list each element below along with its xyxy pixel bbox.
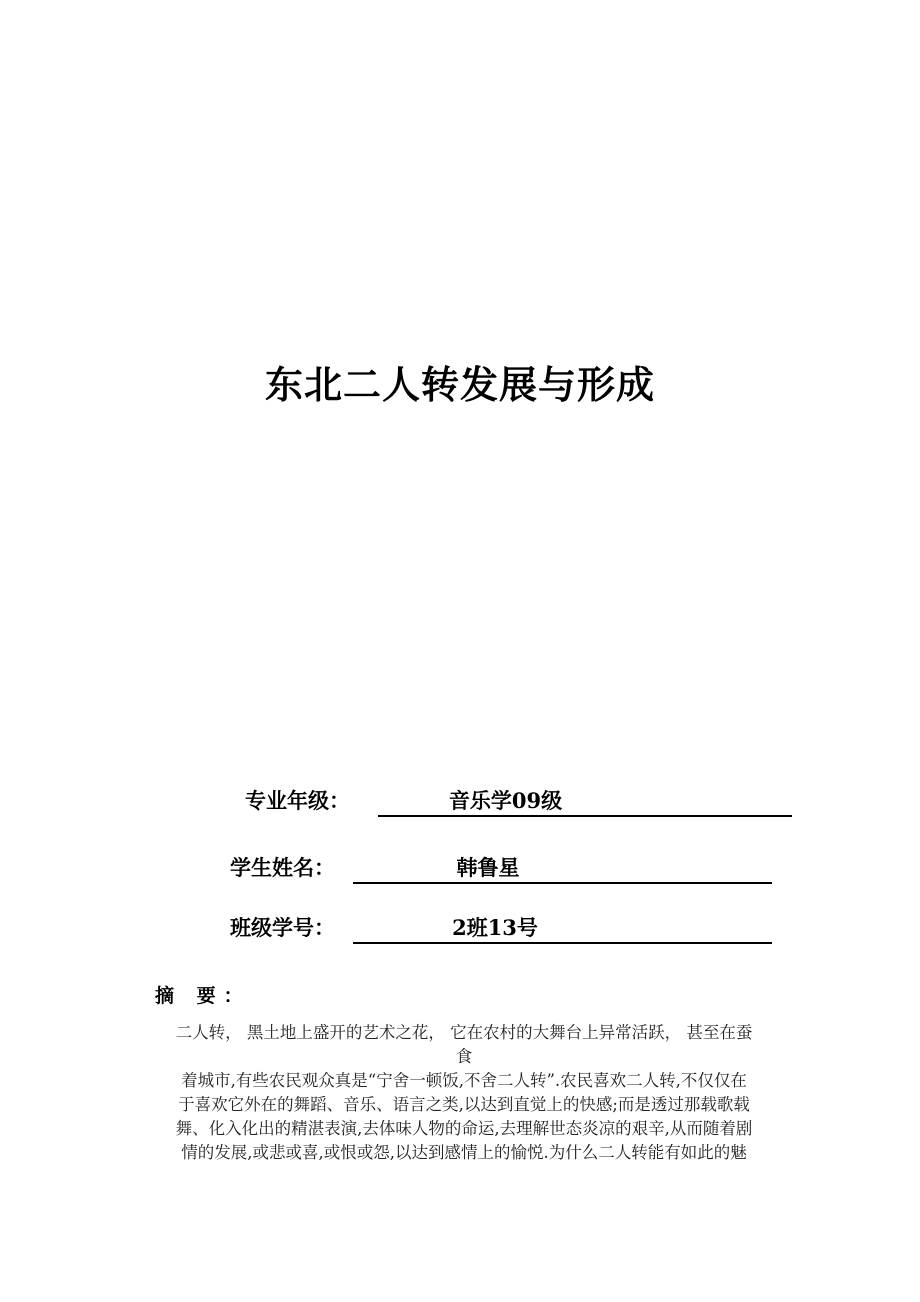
abstract-line: 情的发展,或悲或喜,或恨或怨,以达到感情上的愉悦.为什么二人转能有如此的魅 bbox=[181, 1143, 747, 1162]
id-label: 班级学号： bbox=[230, 915, 335, 940]
id-value: 2班13号 bbox=[452, 915, 538, 940]
name-value: 韩鲁星 bbox=[456, 855, 520, 880]
name-label: 学生姓名： bbox=[230, 855, 335, 880]
major-value: 音乐学09级 bbox=[448, 788, 563, 813]
info-row-name bbox=[230, 852, 775, 884]
abstract-line: 着城市,有些农民观众真是“宁舍一顿饭,不舍二人转”.农民喜欢二人转,不仅仅在 bbox=[181, 1071, 747, 1090]
name-underline bbox=[353, 852, 772, 884]
info-row-id bbox=[230, 912, 775, 944]
abstract-body bbox=[140, 1021, 788, 1165]
abstract-line: 二人转， 黑土地上盛开的艺术之花， 它在农村的大舞台上异常活跃， 甚至在蚕 bbox=[175, 1023, 753, 1042]
major-underline bbox=[378, 785, 792, 817]
abstract-line: 于喜欢它外在的舞蹈、音乐、语言之类,以达到直觉上的快感;而是透过那载歌载 bbox=[178, 1095, 750, 1114]
info-row-major bbox=[245, 785, 795, 817]
document-title: 东北二人转发展与形成 bbox=[264, 363, 655, 407]
abstract-heading: 摘 要： bbox=[155, 985, 251, 1007]
major-label: 专业年级： bbox=[245, 788, 350, 813]
abstract-line: 食 bbox=[455, 1047, 473, 1066]
abstract-line: 舞、化入化出的精湛表演,去体味人物的命运,去理解世态炎凉的艰辛,从而随着剧 bbox=[175, 1119, 753, 1138]
id-underline bbox=[353, 912, 772, 944]
